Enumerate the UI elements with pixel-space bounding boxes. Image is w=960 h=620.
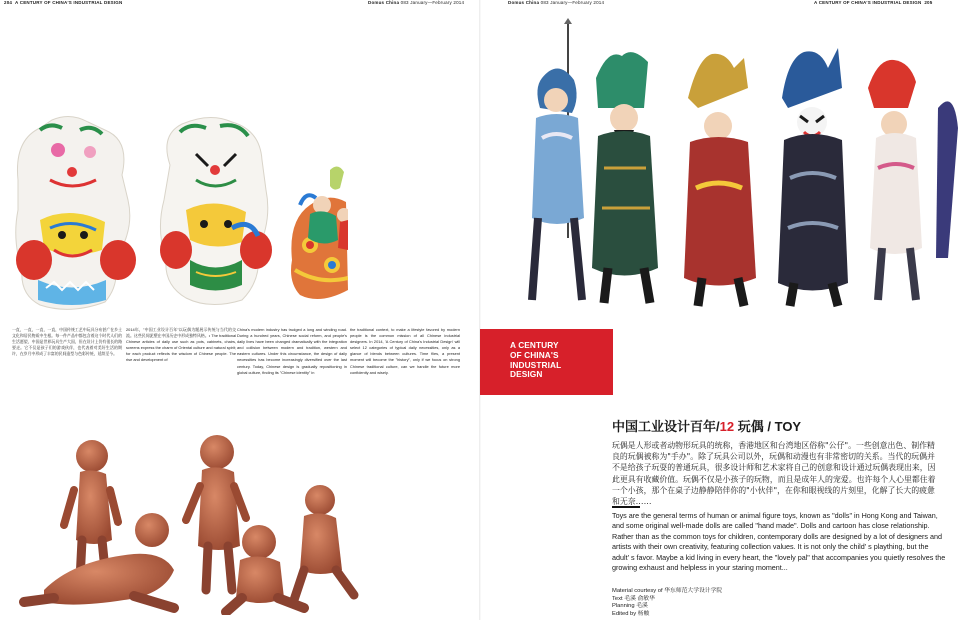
right-section-title: A CENTURY OF CHINA'S INDUSTRIAL DESIGN <box>814 0 922 5</box>
credit-text <box>612 596 722 604</box>
body-column-1: 一直，一直，一直，一直，中国传统工艺中玩具分布甚广在乡土文化和居民物质中生根。每一件产品中都包含着这个时代人们的生活愿望，中国是世界玩具生产大国，但在设计上仍有很长的路要走。它不仅是孩子们的游戏伙伴，也代表着对美好生活的期许，在岁月中形成了丰富的民间造型与色彩传统，延续至今。 <box>12 327 122 357</box>
feature-subtitle-zh: 玩偶 <box>737 419 764 434</box>
right-magazine-name: Domus China <box>508 0 540 5</box>
body-column-4: the traditional context, to make a lifestyle favored by modern people is the common mission of all Chinese industrial designers. In 2014, 'A Century of China's Industrial Design' will select 12 categories of typical daily necessities, only as a glance of blends between cultures. Time flies, a present moment will become the "history", only if we focus on strong Chinese traditional culture, can we handle the future more confidently and wisely. <box>350 327 460 375</box>
feature-intro-english: Toys are the general terms of human or animal figure toys, known as "dolls" in Hong Kong and Taiwan, and some original well-made dolls are called "hand made". Dolls and cartoon has close relationship. Rather than as the common toys for children, contemporary dolls are designed by a lot of designers and artists with their own creativity, featuring collection values. It is not only the child' s plaything, but the adult' s favor. Maybe a kid living in every heart, the "lovely pal" that accompanies you quietly resolves the growing exhaust and helpless in your staring moment... <box>612 511 946 573</box>
peking-opera-figurines-photo <box>498 18 958 313</box>
feature-subtitle-en: TOY <box>774 419 802 434</box>
clay-tiger-figure-2 <box>160 117 272 304</box>
credit-material-value: 华东师范大学设计学院 <box>664 588 723 594</box>
right-page-number: 205 <box>924 0 933 5</box>
clay-tiger-figure-1 <box>16 116 136 309</box>
opera-figure-1 <box>532 68 584 300</box>
left-running-head <box>4 0 122 6</box>
credit-edited-value: 杨帔 <box>637 610 650 617</box>
clay-figure-group-boat <box>291 166 348 299</box>
right-issue-date: 083 January—February 2014 <box>540 0 605 5</box>
left-magazine-name: Domus China <box>368 0 400 5</box>
opera-figure-2 <box>592 52 658 303</box>
feature-title-zh: 中国工业设计百年/ <box>612 419 720 434</box>
banner-flag-prop <box>936 101 958 258</box>
series-title-text: A CENTURY OF CHINA'S INDUSTRIAL DESIGN <box>510 340 562 380</box>
right-running-head <box>814 0 932 6</box>
feature-intro-chinese: 玩偶是人形或者动物形玩具的统称，香港地区和台湾地区俗称"公仔"。一些创意出色、制作精良的玩偶被称为"手办"。除了玩具公司以外，玩偶和动漫也有非常密切的关系。当代的玩偶并不是给孩子玩耍的普通玩具，很多设计师和艺术家将自己的创意和设计通过玩偶表现出来，因此更具有收藏价值。玩偶不仅是小孩子的玩物，而且是成年人的宠爱。也许每个人心里都住着一个小孩，那个在桌子边静静陪伴你的"小伙伴"，在你和眼视线的片刻里，化解了长大的疲惫和无奈…… <box>612 441 936 507</box>
credit-text-label: Text <box>612 595 623 602</box>
terracotta-children-figures-photo <box>14 430 374 615</box>
terracotta-child-kneeling-right <box>294 485 354 600</box>
credit-text-value: 毛溪 俞敏华 <box>624 595 655 602</box>
painted-clay-toys-photo <box>10 110 348 315</box>
right-issue-head <box>508 0 604 6</box>
feature-slash: / <box>767 419 771 434</box>
intro-divider-rule <box>612 506 640 508</box>
opera-figure-3 <box>684 54 756 306</box>
credit-edited-label: Edited by <box>612 610 637 617</box>
body-column-2: 2014年，"中国工业设计百年"以玩偶为题展示传统与当代的交流。这些民间泥塑在中国历史中形成独特风格。• The traditional Chinese articles of daily use such as pots, cabinets, chairs, screens express the charm of Oriental culture and natural spirit; for each product reflects the wisdom of Chinese people. The rise and development of <box>126 327 236 363</box>
feature-title <box>612 416 801 435</box>
credit-material <box>612 588 722 596</box>
page-gutter <box>479 0 481 620</box>
credit-material-label: Material courtesy of <box>612 588 663 594</box>
credits-block <box>612 588 722 618</box>
left-issue-date: 083 January—February 2014 <box>400 0 465 5</box>
opera-figure-4 <box>778 48 848 306</box>
credit-planning-label: Planning <box>612 603 635 609</box>
series-title-red-block <box>480 329 613 395</box>
left-issue-head <box>368 0 464 6</box>
credit-planning <box>612 603 722 611</box>
credit-edited <box>612 611 722 619</box>
left-page-number: 204 <box>4 0 13 5</box>
opera-figure-5 <box>868 60 922 300</box>
feature-number: 12 <box>719 419 735 434</box>
left-section-title: A CENTURY OF CHINA'S INDUSTRIAL DESIGN <box>15 0 123 5</box>
credit-planning-value: 毛溪 <box>636 603 648 609</box>
body-column-3: China's modern industry has trudged a long and winding road. During a hundred years, Chinese social reform, and people's daily lives have been changed dramatically with the integration and collision between modern and tradition, western and eastern cultures. Under this circumstance, the design of daily necessities has become increasingly diversified over the last century. Today, Chinese design is gradually repositioning in global culture, finding its "Chinese identity" in <box>237 327 347 375</box>
terracotta-child-standing-center <box>186 435 246 590</box>
